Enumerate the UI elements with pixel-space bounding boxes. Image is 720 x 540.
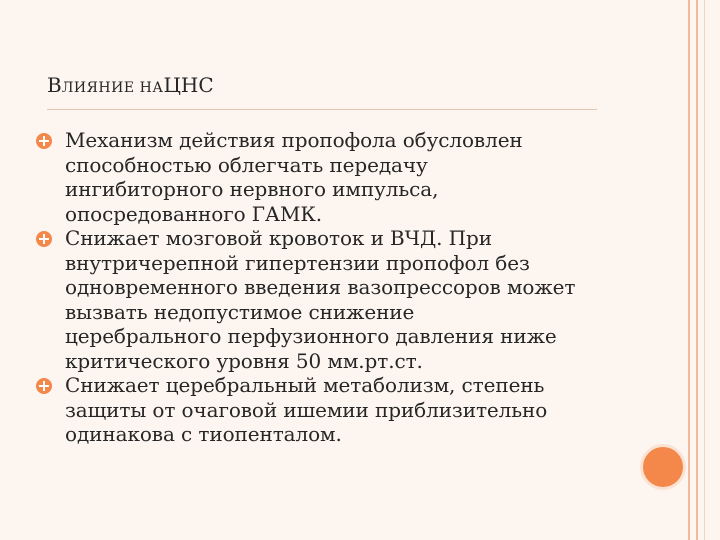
bullet-line: одновременного введения вазопрессоров может [65, 275, 576, 299]
title-word-1: ЛИЯНИЕ [61, 80, 135, 96]
decor-vertical-line [704, 0, 705, 540]
bullet-line: вызвать недопустимое снижение [65, 299, 415, 324]
bullet-line: опосредованного ГАМК. [65, 201, 322, 226]
decor-vertical-line [688, 0, 690, 540]
plus-circle-icon [36, 231, 52, 247]
bullet-line: защиты от очаговой ишемии приблизительно [65, 397, 548, 422]
bullet-item [36, 226, 636, 373]
decor-circle [640, 444, 686, 490]
bullet-line: одинакова с тиопенталом. [65, 422, 342, 446]
decor-vertical-line [696, 0, 698, 540]
plus-circle-icon [36, 378, 52, 394]
bullet-list [36, 128, 636, 447]
bullet-line: критического уровня 50 мм.рт.ст. [65, 348, 423, 373]
slide-title [47, 75, 214, 95]
title-word-2: НА [139, 80, 164, 96]
bullet-line: Снижает мозговой кровоток и ВЧД. При [65, 226, 492, 250]
bullet-line: внутричерепной гипертензии пропофол без [65, 250, 530, 275]
plus-circle-icon [36, 133, 52, 149]
bullet-line: церебрального перфузионного давления ниже [65, 324, 557, 348]
title-word-3: ЦНС [163, 73, 214, 97]
title-initial: В [47, 73, 62, 97]
title-divider [47, 109, 597, 110]
bullet-item [36, 373, 636, 447]
bullet-line: ингибиторного нервного импульса, [65, 177, 439, 201]
bullet-line: Снижает церебральный метаболизм, степень [65, 373, 545, 397]
bullet-line: способностью облегчать передачу [65, 152, 428, 177]
bullet-item [36, 128, 636, 226]
bullet-line: Механизм действия пропофола обусловлен [65, 128, 523, 152]
